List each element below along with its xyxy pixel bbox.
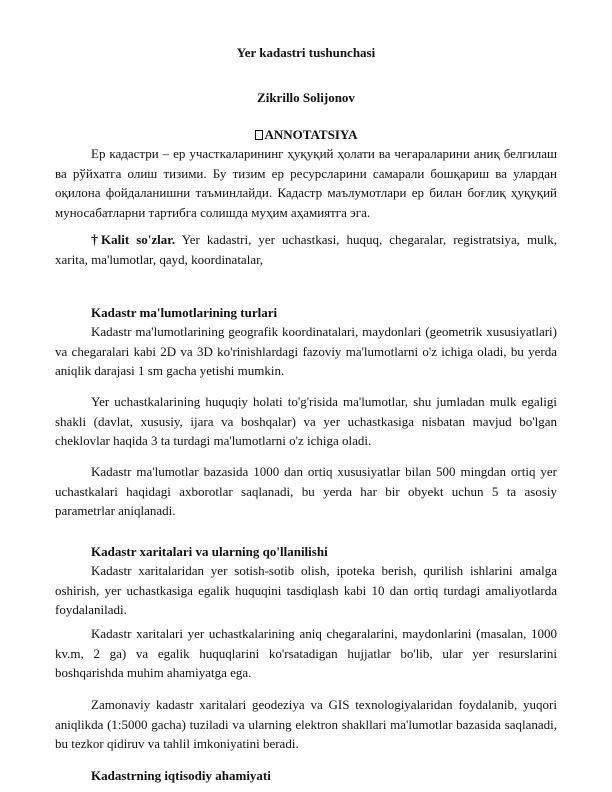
keywords-text: Yer kadastri, yer uchastkasi, huquq, chegaralar, registratsiya, mulk, xarita, ma'lumotlar, qayd, koordinatalar,: [55, 232, 557, 267]
document-title: Yer kadastri tushunchasi: [236, 45, 376, 60]
section-paragraph: Kadastr ma'lumotlar bazasida 1000 dan ortiq xususiyatlar bilan 500 mingdan ortiq yer uchastkalari haqidagi axborotlar saqlanadi, bu yerda har bir obyekt uchun 5 ta asosiy parametrlar aniqlanadi.: [55, 464, 557, 518]
section-paragraph: Zamonaviy kadastr xaritalari geodeziya va GIS texnologiyalaridan foydalanib, yuqori aniqlikda (1:5000 gacha) tuziladi va ularning elektron shakllari ma'lumotlar bazasida saqlanadi, bu tezkor qidiruv va tahlil imkoniyatini beradi.: [55, 697, 557, 751]
author-name: Zikrillo Solijonov: [257, 90, 355, 105]
section-heading: Kadastrning iqtisodiy ahamiyati: [91, 768, 271, 783]
section-paragraph: Kadastr ma'lumotlarining geografik koordinatalari, maydonlari (geometrik xususiyatlari) va chegaralari kabi 2D va 3D ko'rinishlardagi fazoviy ma'lumotlarni o'z ichiga oladi, bu yerda aniqlik darajasi 1 sm gacha yetishi mumkin.: [55, 324, 557, 378]
section-paragraph: Yer uchastkalarining huquqiy holati to'g'risida ma'lumotlar, shu jumladan mulk egaligi shakli (davlat, xususiy, ijara va boshqalar) va yer uchastkasiga nisbatan mavjud bo'lgan cheklovlar haqida 3 ta turdagi ma'lumotlarni o'z ichiga oladi.: [55, 394, 557, 448]
section-heading: Kadastr xaritalari va ularning qo'llanilishi: [91, 544, 328, 559]
section-paragraph: Kadastr xaritalari yer uchastkalarining aniq chegaralarini, maydonlarini (masalan, 1000 kv.m, 2 ga) va egalik huquqlarini ko'rsatadigan hujjatlar bo'lib, ular yer resurslarini boshqarishda muhim ahamiyatga ega.: [55, 626, 557, 680]
section-paragraph: Kadastr xaritalaridan yer sotish-sotib olish, ipoteka berish, qurilish ishlarini amalga oshirish, yer uchastkasiga egalik huquqini tasdiqlash kabi 10 dan ortiq turdagi amaliyotlarda foydalaniladi.: [55, 563, 557, 617]
keywords-paragraph: [55, 230, 557, 269]
annotation-text: Ер кадастри – ер участкаларининг ҳуқуқий ҳолати ва чегараларини аниқ белгилаш ва рўйхатга олиш тизими. Бу тизим ер ресурсларини самарали бошқариш ва улардан оқилона фойдаланишни таъминлайди. Кадастр маълумотлари ер билан боғлиқ ҳуқуқий муносабатларни тартибга солишда муҳим аҳамиятга эга.: [55, 146, 557, 220]
keywords-label: Kalit so'zlar.: [101, 232, 176, 247]
annotation-paragraph: [55, 144, 557, 222]
annotation-heading-row: [0, 127, 612, 143]
annotation-heading: ANNOTATSIYA: [264, 127, 358, 142]
placeholder-box-icon: [255, 130, 263, 140]
pushpin-icon: †: [91, 233, 98, 248]
section-heading: Kadastr ma'lumotlarining turlari: [91, 305, 278, 320]
